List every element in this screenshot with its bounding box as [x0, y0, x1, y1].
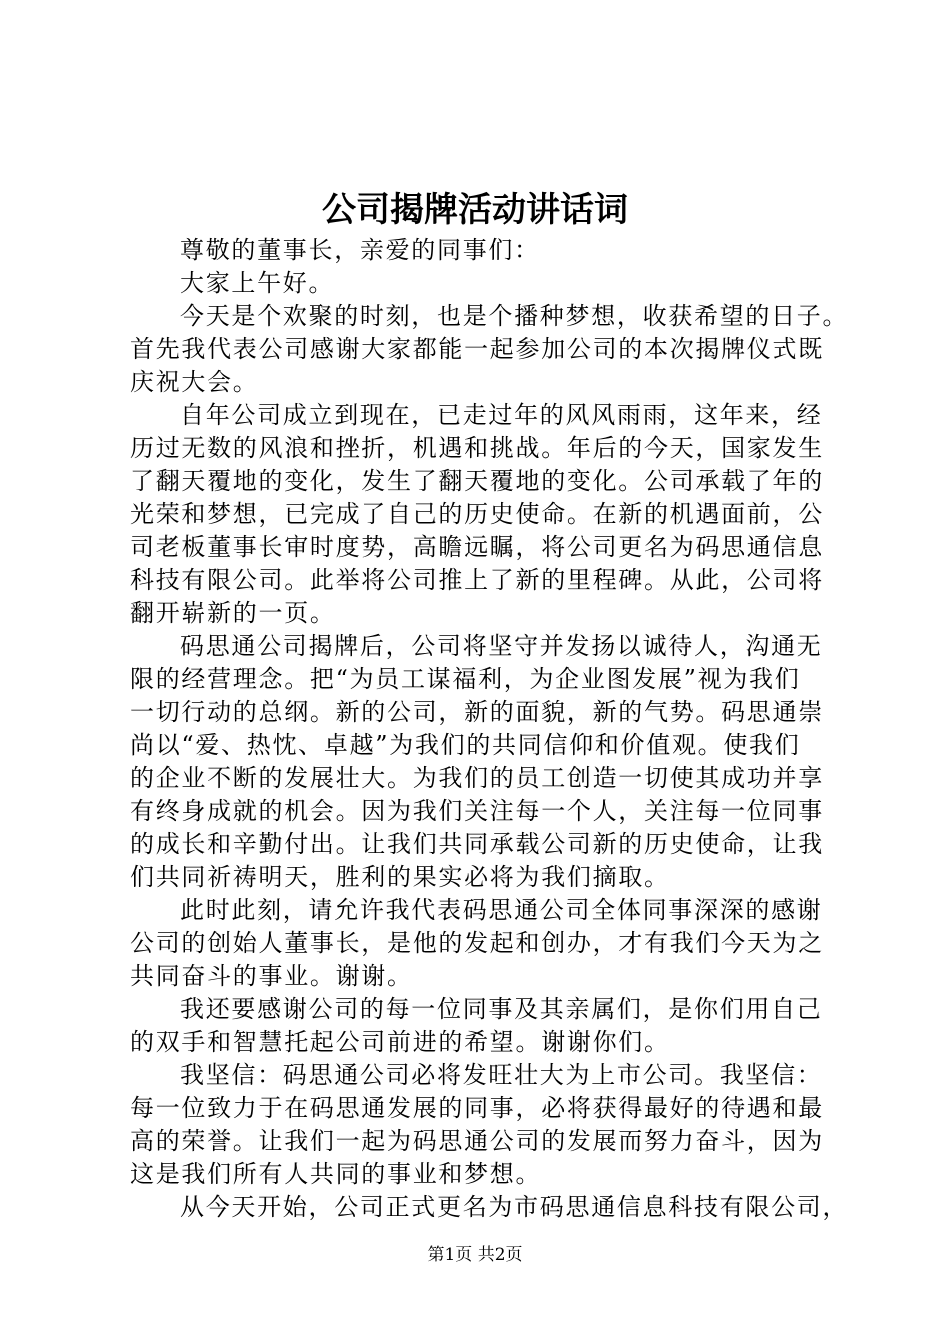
paragraph-line: 从今天开始，公司正式更名为市码思通信息科技有限公司， — [180, 1193, 849, 1221]
paragraph-line: 我坚信：码思通公司必将发旺壮大为上市公司。我坚信： — [180, 1061, 823, 1089]
paragraph-line: 今天是个欢聚的时刻，也是个播种梦想，收获希望的日子。 — [180, 302, 849, 330]
paragraph-line: 共同奋斗的事业。谢谢。 — [130, 962, 413, 990]
paragraph-line: 了翻天覆地的变化，发生了翻天覆地的变化。公司承载了年的 — [130, 467, 824, 495]
paragraph-line: 每一位致力于在码思通发展的同事，必将获得最好的待遇和最 — [130, 1094, 824, 1122]
paragraph-line: 此时此刻，请允许我代表码思通公司全体同事深深的感谢 — [180, 896, 823, 924]
document-title: 公司揭牌活动讲话词 — [322, 190, 628, 230]
document-body — [130, 234, 850, 1224]
paragraph-line: 一切行动的总纲。新的公司，新的面貌，新的气势。码思通崇 — [130, 698, 824, 726]
paragraph-line: 的企业不断的发展壮大。为我们的员工创造一切使其成功并享 — [130, 764, 824, 792]
paragraph-line: 光荣和梦想，已完成了自己的历史使命。在新的机遇面前，公 — [130, 500, 824, 528]
page-number-footer: 第1页 共2页 — [427, 1245, 523, 1265]
paragraph-line: 高的荣誉。让我们一起为码思通公司的发展而努力奋斗，因为 — [130, 1127, 824, 1155]
paragraph-line: 码思通公司揭牌后，公司将坚守并发扬以诚待人，沟通无 — [180, 632, 823, 660]
paragraph-line: 这是我们所有人共同的事业和梦想。 — [130, 1160, 542, 1188]
paragraph-line: 大家上午好。 — [180, 269, 335, 297]
paragraph-line: 庆祝大会。 — [130, 368, 259, 396]
paragraph-line: 首先我代表公司感谢大家都能一起参加公司的本次揭牌仪式既 — [130, 335, 824, 363]
paragraph-line: 我还要感谢公司的每一位同事及其亲属们，是你们用自己 — [180, 995, 823, 1023]
paragraph-line: 限的经营理念。把“为员工谋福利，为企业图发展”视为我们 — [130, 665, 801, 693]
paragraph-line: 司老板董事长审时度势，高瞻远瞩，将公司更名为码思通信息 — [130, 533, 824, 561]
paragraph-line: 的成长和辛勤付出。让我们共同承载公司新的历史使命，让我 — [130, 830, 824, 858]
paragraph-line: 翻开崭新的一页。 — [130, 599, 336, 627]
paragraph-line: 公司的创始人董事长，是他的发起和创办，才有我们今天为之 — [130, 929, 824, 957]
paragraph-line: 的双手和智慧托起公司前进的希望。谢谢你们。 — [130, 1028, 670, 1056]
greeting-line: 尊敬的董事长，亲爱的同事们： — [180, 236, 540, 264]
paragraph-line: 科技有限公司。此举将公司推上了新的里程碑。从此，公司将 — [130, 566, 824, 594]
paragraph-line: 有终身成就的机会。因为我们关注每一个人，关注每一位同事 — [130, 797, 824, 825]
paragraph-line: 自年公司成立到现在，已走过年的风风雨雨，这年来，经 — [180, 401, 823, 429]
paragraph-line: 历过无数的风浪和挫折，机遇和挑战。年后的今天，国家发生 — [130, 434, 824, 462]
paragraph-line: 尚以“爱、热忱、卓越”为我们的共同信仰和价值观。使我们 — [130, 731, 801, 759]
paragraph-line: 们共同祈祷明天，胜利的果实必将为我们摘取。 — [130, 863, 670, 891]
